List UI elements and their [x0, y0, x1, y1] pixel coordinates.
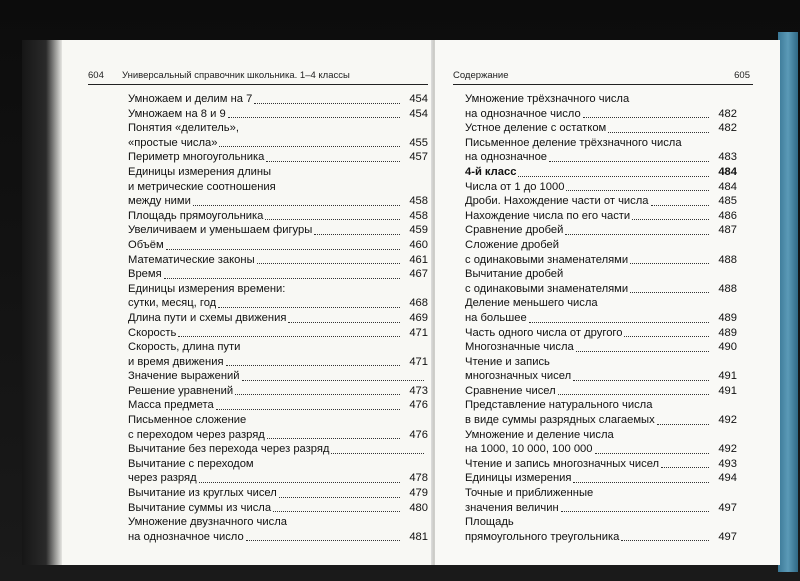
dot-leader [226, 365, 400, 366]
dot-leader [576, 351, 709, 352]
toc-entry-title: Письменное деление трёхзначного числа [465, 136, 682, 149]
dot-leader [267, 438, 400, 439]
toc-entry-line [465, 530, 737, 545]
toc-entry-title: Единицы измерения длины [128, 165, 272, 178]
toc-entry-line [128, 384, 428, 399]
dot-leader [228, 117, 400, 118]
right-page-number: 605 [734, 70, 750, 81]
toc-entry-line [465, 92, 737, 107]
toc-entry-title: на большее [465, 311, 527, 324]
toc-entry-line [128, 253, 428, 268]
toc-entry-title: Дроби. Нахождение части от числа [465, 195, 649, 208]
toc-page-number: 488 [718, 253, 737, 266]
toc-entry-title: с переходом через разряд [128, 428, 265, 441]
dot-leader [573, 482, 709, 483]
toc-entry-line [128, 326, 428, 341]
toc-entry-title: Скорость, длина пути [128, 341, 241, 354]
toc-page-number: 459 [409, 224, 428, 237]
toc-entry-title: Вычитание без перехода через разряд [128, 443, 330, 456]
toc-entry-line [128, 486, 428, 501]
toc-page-number: 487 [718, 224, 737, 237]
toc-page-number: 454 [409, 107, 428, 120]
toc-page-number: 491 [718, 370, 737, 383]
toc-page-number: 492 [718, 443, 737, 456]
toc-entry-title: Многозначные числа [465, 341, 574, 354]
toc-entry-line [465, 282, 737, 297]
toc-entry-line [128, 398, 428, 413]
toc-entry-line [128, 136, 428, 151]
toc-entry-title: Длина пути и схемы движения [128, 311, 287, 324]
toc-entry-line [465, 136, 737, 151]
dot-leader [257, 263, 400, 264]
dot-leader [595, 453, 709, 454]
toc-entry-title: Нахождение числа по его части [465, 209, 631, 222]
dot-leader [661, 467, 709, 468]
toc-entry-line [465, 355, 737, 370]
toc-entry-title: Чтение и запись многозначных чисел [465, 457, 660, 470]
toc-entry-line [465, 398, 737, 413]
dot-leader [565, 234, 709, 235]
dot-leader [235, 394, 400, 395]
toc-entry-title: Площадь [465, 516, 514, 529]
toc-entry-line [128, 223, 428, 238]
toc-page-number: 454 [409, 93, 428, 105]
toc-entry-title: и метрические соотношения [128, 180, 276, 193]
dot-leader [242, 380, 424, 381]
toc-entry-line [128, 442, 428, 457]
toc-entry-title: Скорость [128, 326, 177, 339]
toc-entry-title: на 1000, 10 000, 100 000 [465, 443, 593, 456]
toc-entry-title: Единицы измерения времени: [128, 282, 286, 295]
left-page-number: 604 [88, 70, 104, 81]
toc-entry-line [128, 369, 428, 384]
toc-page-number: 457 [409, 151, 428, 164]
toc-entry-line [465, 180, 737, 195]
toc-page-number: 493 [718, 457, 737, 470]
toc-entry-title: Представление натурального числа [465, 399, 653, 412]
toc-page-number: 488 [718, 282, 737, 295]
toc-entry-title: Умножение двузначного числа [128, 516, 287, 529]
toc-left [128, 92, 428, 544]
toc-page-number: 492 [718, 414, 737, 427]
dot-leader [573, 380, 709, 381]
toc-entry-title: 4-й класс [465, 165, 517, 178]
dot-leader [558, 394, 709, 395]
toc-entry-line [128, 311, 428, 326]
toc-page-number: 471 [409, 326, 428, 339]
toc-entry-line [465, 384, 737, 399]
open-book [22, 40, 780, 565]
toc-page-number: 482 [718, 107, 737, 120]
toc-entry-line [128, 471, 428, 486]
toc-page-number: 471 [409, 355, 428, 368]
toc-entry-line [128, 238, 428, 253]
dot-leader [314, 234, 400, 235]
toc-entry-line [465, 501, 737, 516]
dot-leader [608, 132, 709, 133]
toc-page-number: 497 [718, 530, 737, 543]
toc-entry-title: Умножаем на 8 и 9 [128, 107, 226, 120]
toc-page-number: 469 [409, 311, 428, 324]
toc-page-number: 461 [409, 253, 428, 266]
toc-entry-title: через разряд [128, 472, 197, 485]
toc-entry-line [465, 296, 737, 311]
toc-entry-title: многозначных чисел [465, 370, 572, 383]
toc-entry-title: Деление меньшего числа [465, 297, 598, 310]
toc-page-number: 485 [718, 195, 737, 208]
toc-entry-line [465, 107, 737, 122]
toc-page-number: 491 [718, 384, 737, 397]
toc-entry-title: Письменное сложение [128, 414, 247, 427]
toc-entry-line [128, 209, 428, 224]
toc-page-number: 478 [409, 472, 428, 485]
toc-entry-title: и время движения [128, 355, 224, 368]
toc-entry-line [128, 282, 428, 297]
toc-page-number: 483 [718, 151, 737, 164]
dot-leader [621, 540, 709, 541]
toc-page-number: 479 [409, 487, 428, 500]
dot-leader [549, 161, 709, 162]
toc-entry-line [465, 150, 737, 165]
toc-page-number: 494 [718, 472, 737, 485]
left-running-title: Универсальный справочник школьника. 1–4 классы [122, 70, 350, 81]
dot-leader [561, 511, 709, 512]
toc-entry-line [128, 107, 428, 122]
toc-entry-line [128, 194, 428, 209]
dot-leader [219, 146, 400, 147]
right-page [435, 40, 780, 565]
toc-entry-title: Устное деление с остатком [465, 122, 607, 135]
header-rule [88, 84, 428, 85]
toc-entry-line [465, 209, 737, 224]
toc-entry-line [128, 413, 428, 428]
toc-page-number: 476 [409, 428, 428, 441]
toc-entry-title: Увеличиваем и уменьшаем фигуры [128, 224, 313, 237]
dot-leader [583, 117, 709, 118]
toc-entry-title: Умножение трёхзначного числа [465, 93, 630, 105]
toc-entry-line [465, 194, 737, 209]
toc-entry-line [128, 457, 428, 472]
toc-entry-title: Умножение и деление числа [465, 428, 614, 441]
toc-entry-title: Умножаем и делим на 7 [128, 93, 253, 105]
toc-page-number: 481 [409, 530, 428, 543]
toc-entry-line [465, 442, 737, 457]
toc-entry-title: Вычитание суммы из числа [128, 501, 272, 514]
toc-page-number: 455 [409, 136, 428, 149]
dot-leader [246, 540, 400, 541]
dot-leader [288, 322, 400, 323]
dot-leader [273, 511, 400, 512]
toc-entry-title: «простые числа» [128, 136, 218, 149]
toc-page-number: 484 [718, 180, 737, 193]
toc-entry-line [128, 296, 428, 311]
toc-entry-title: прямоугольного треугольника [465, 530, 620, 543]
toc-entry-title: Площадь прямоугольника [128, 209, 264, 222]
toc-entry-title: с одинаковыми знаменателями [465, 253, 629, 266]
toc-entry-line [465, 457, 737, 472]
toc-entry-line [465, 471, 737, 486]
toc-entry-title: Вычитание с переходом [128, 457, 254, 470]
toc-page-number: 458 [409, 209, 428, 222]
toc-entry-line [465, 428, 737, 443]
toc-page-number: 480 [409, 501, 428, 514]
toc-entry-line [128, 150, 428, 165]
toc-entry-title: Вычитание дробей [465, 268, 564, 281]
toc-entry-line [465, 253, 737, 268]
dot-leader [632, 219, 709, 220]
toc-entry-line [465, 165, 737, 180]
toc-entry-title: между ними [128, 195, 191, 208]
toc-entry-title: Значение выражений [128, 370, 240, 383]
toc-entry-title: в виде суммы разрядных слагаемых [465, 414, 655, 427]
dot-leader [199, 482, 400, 483]
toc-entry-title: Объём [128, 238, 164, 251]
right-running-title: Содержание [453, 70, 509, 81]
toc-page-number: 460 [409, 238, 428, 251]
dot-leader [265, 219, 400, 220]
toc-entry-title: Периметр многоугольника [128, 151, 265, 164]
toc-entry-title: сутки, месяц, год [128, 297, 217, 310]
toc-entry-title: Вычитание из круглых чисел [128, 487, 277, 500]
toc-entry-title: Решение уравнений [128, 384, 234, 397]
toc-entry-line [128, 428, 428, 443]
toc-entry-line [128, 355, 428, 370]
dot-leader [651, 205, 709, 206]
toc-entry-title: Точные и приближенные [465, 487, 594, 500]
toc-page-number: 486 [718, 209, 737, 222]
dot-leader [624, 336, 709, 337]
dot-leader [166, 249, 400, 250]
toc-entry-line [128, 267, 428, 282]
toc-entry-title: значения величин [465, 501, 559, 514]
toc-entry-title: Сложение дробей [465, 238, 560, 251]
dot-leader [164, 278, 400, 279]
dot-leader [657, 424, 709, 425]
toc-entry-title: Масса предмета [128, 399, 214, 412]
toc-page-number: 482 [718, 122, 737, 135]
dot-leader [254, 103, 400, 104]
header-rule [453, 84, 753, 85]
toc-entry-line [128, 180, 428, 195]
toc-page-number: 458 [409, 195, 428, 208]
toc-page-number: 484 [718, 165, 737, 178]
toc-page-number: 476 [409, 399, 428, 412]
toc-entry-line [465, 515, 737, 530]
dot-leader [630, 263, 709, 264]
dot-leader [218, 307, 400, 308]
toc-entry-line [128, 121, 428, 136]
toc-entry-line [465, 326, 737, 341]
toc-right [465, 92, 737, 544]
dot-leader [279, 497, 400, 498]
toc-page-number: 468 [409, 297, 428, 310]
toc-entry-line [128, 92, 428, 107]
toc-page-number: 497 [718, 501, 737, 514]
toc-entry-title: Числа от 1 до 1000 [465, 180, 565, 193]
toc-entry-title: на однозначное число [128, 530, 244, 543]
toc-entry-title: Сравнение дробей [465, 224, 564, 237]
toc-entry-line [465, 311, 737, 326]
toc-entry-line [465, 340, 737, 355]
toc-entry-line [128, 340, 428, 355]
toc-entry-line [128, 515, 428, 530]
toc-entry-line [465, 413, 737, 428]
dot-leader [518, 176, 709, 177]
toc-page-number: 489 [718, 326, 737, 339]
toc-entry-title: на однозначное [465, 151, 548, 164]
toc-entry-title: с одинаковыми знаменателями [465, 282, 629, 295]
toc-entry-title: Часть одного числа от другого [465, 326, 623, 339]
toc-page-number: 490 [718, 341, 737, 354]
page-stack-edge [22, 40, 62, 565]
dot-leader [529, 322, 709, 323]
toc-entry-line [465, 223, 737, 238]
dot-leader [216, 409, 400, 410]
toc-entry-line [465, 238, 737, 253]
dot-leader [630, 292, 709, 293]
toc-entry-title: Чтение и запись [465, 355, 550, 368]
toc-entry-line [465, 121, 737, 136]
dot-leader [178, 336, 400, 337]
dot-leader [566, 190, 709, 191]
book-cover-edge [778, 32, 798, 572]
dot-leader [266, 161, 400, 162]
toc-page-number: 473 [409, 384, 428, 397]
toc-entry-title: Математические законы [128, 253, 255, 266]
toc-entry-line [128, 165, 428, 180]
left-page [62, 40, 433, 565]
toc-entry-line [128, 530, 428, 545]
toc-entry-line [128, 501, 428, 516]
toc-entry-line [465, 267, 737, 282]
toc-page-number: 489 [718, 311, 737, 324]
toc-entry-title: Единицы измерения [465, 472, 572, 485]
toc-entry-title: на однозначное число [465, 107, 581, 120]
toc-entry-title: Время [128, 268, 162, 281]
toc-entry-title: Сравнение чисел [465, 384, 556, 397]
dot-leader [193, 205, 400, 206]
toc-entry-title: Понятия «делитель», [128, 122, 239, 135]
toc-entry-line [465, 486, 737, 501]
dot-leader [331, 453, 424, 454]
toc-entry-line [465, 369, 737, 384]
toc-page-number: 467 [409, 268, 428, 281]
